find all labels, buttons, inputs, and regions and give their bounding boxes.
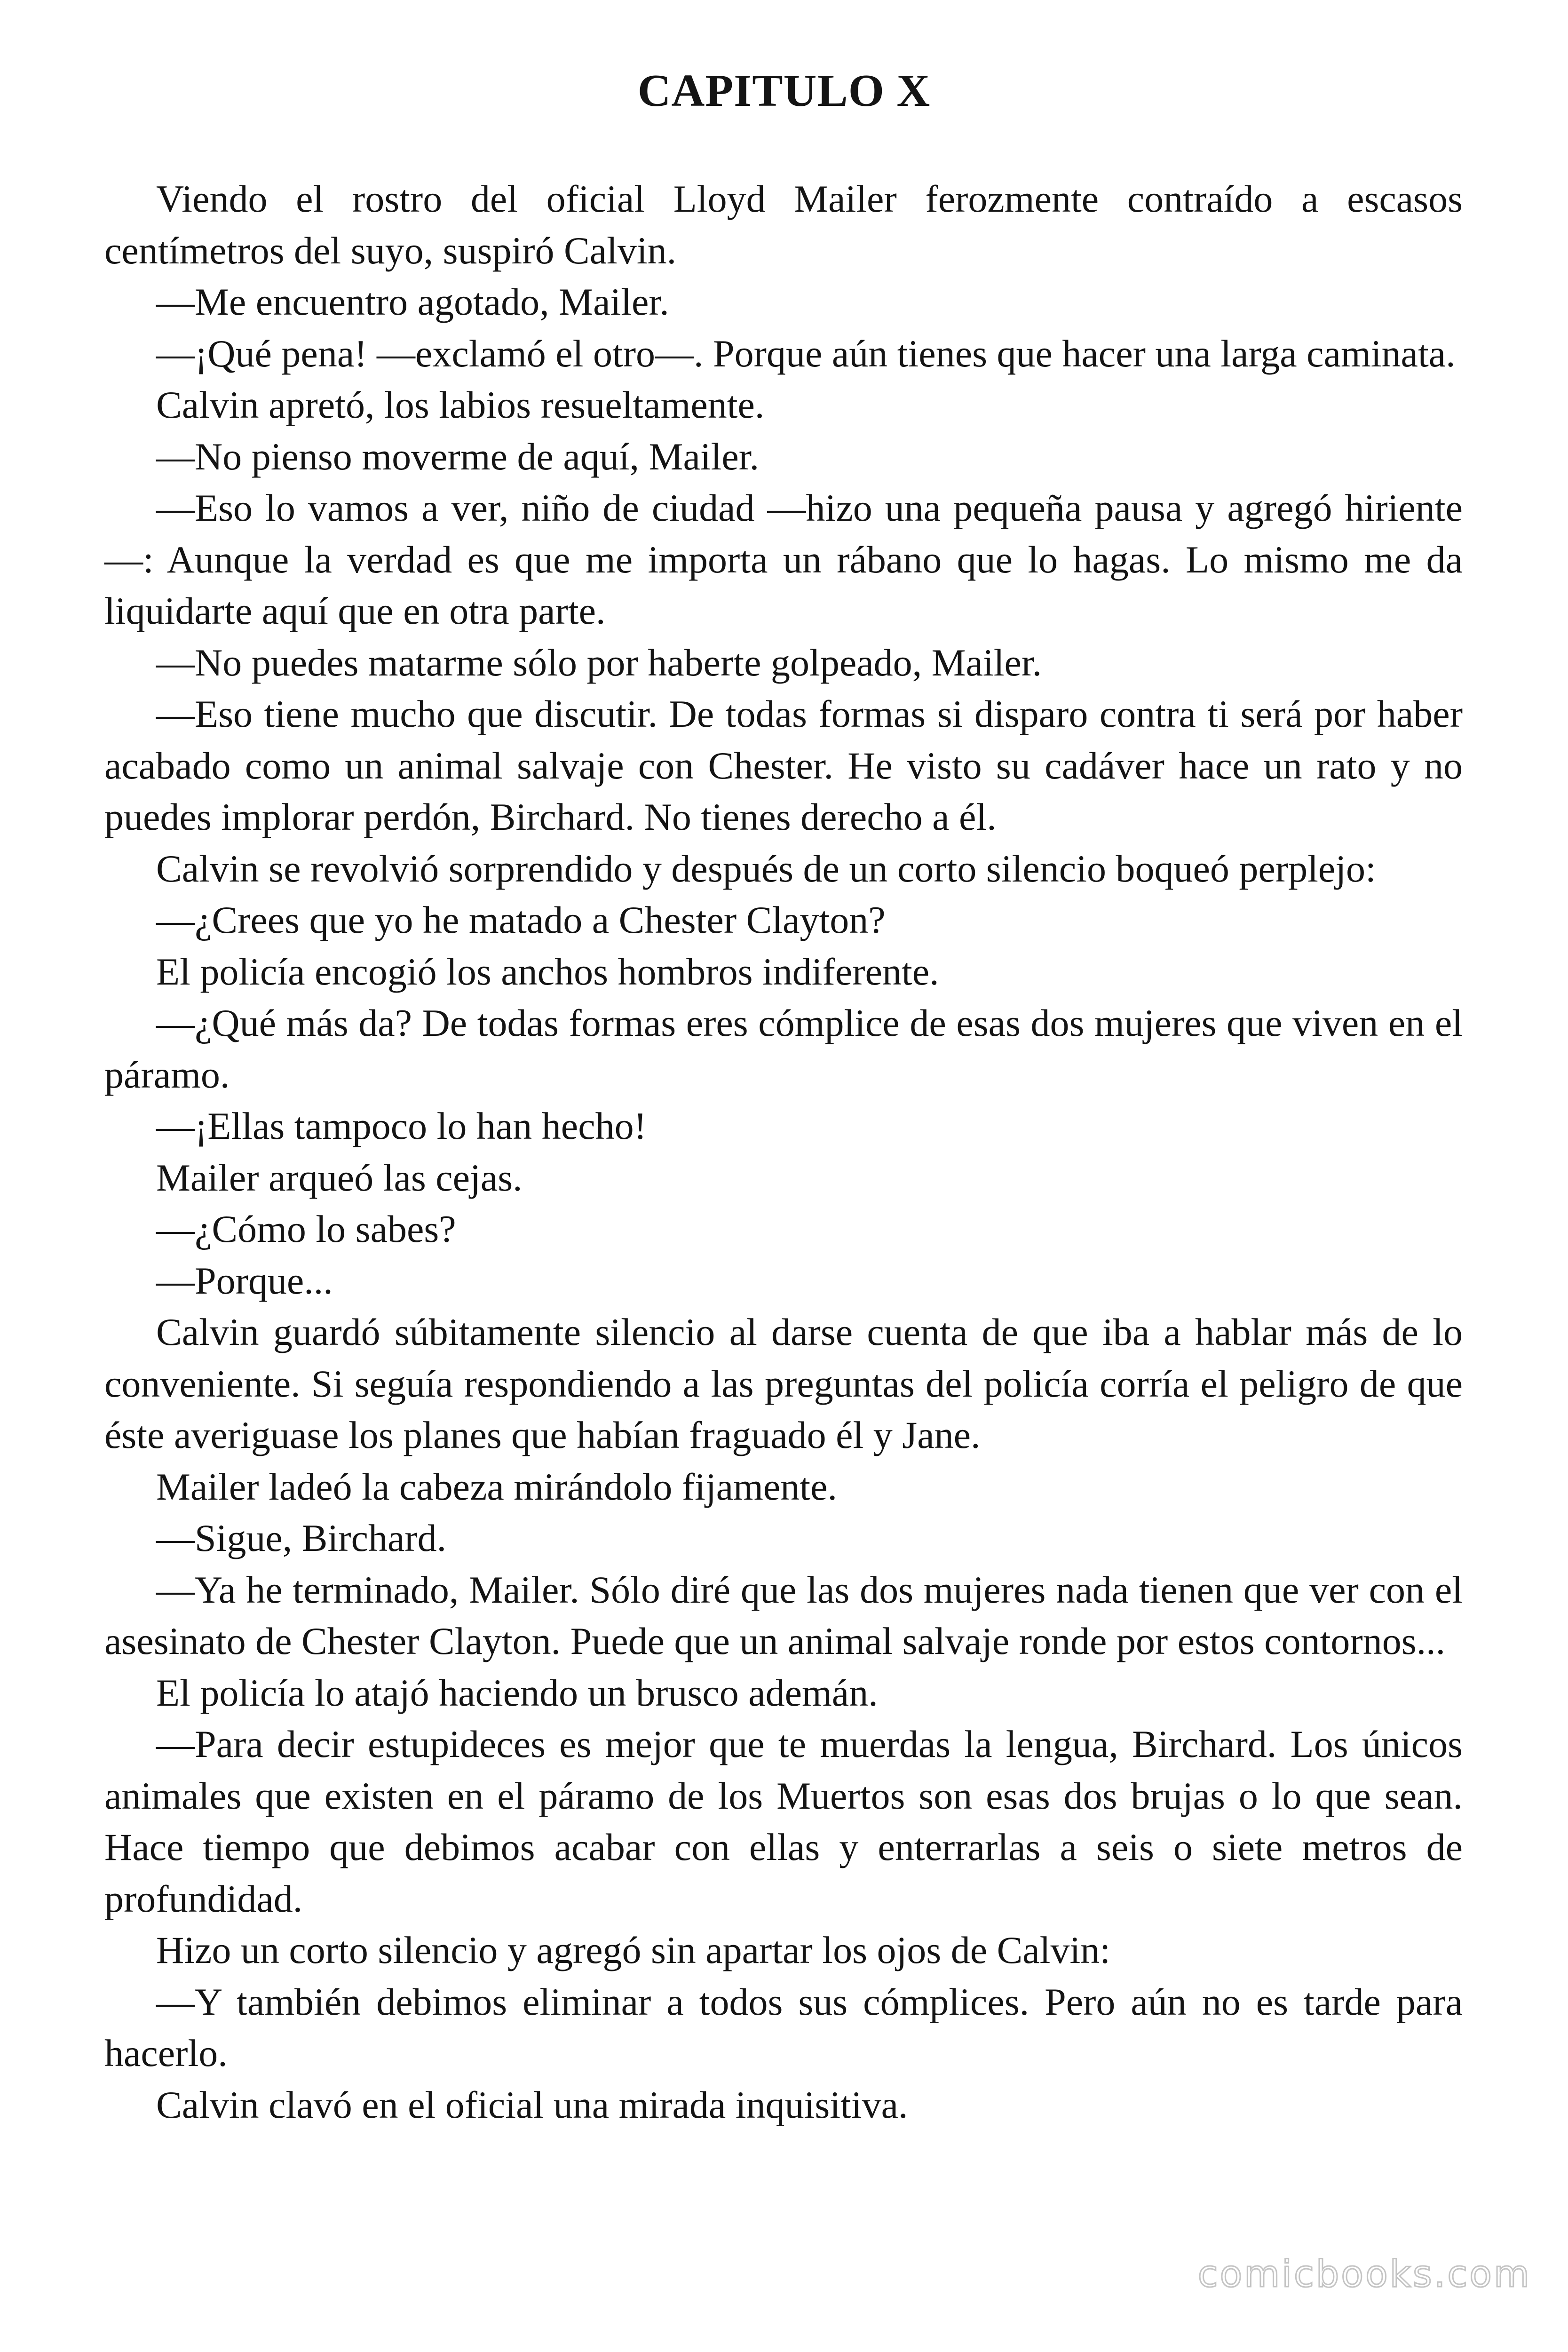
paragraph: —¿Crees que yo he matado a Chester Clayton?: [156, 898, 886, 941]
paragraph: Mailer ladeó la cabeza mirándolo fijamente.: [156, 1465, 837, 1508]
chapter-title: CAPITULO X: [637, 65, 931, 116]
paragraph: —No pienso moverme de aquí, Mailer.: [156, 435, 760, 478]
paragraph: —Sigue, Birchard.: [156, 1517, 447, 1559]
paragraph: Calvin clavó en el oficial una mirada inquisitiva.: [156, 2083, 908, 2126]
paragraph: —Me encuentro agotado, Mailer.: [156, 280, 669, 323]
paragraph: Calvin apretó, los labios resueltamente.: [156, 383, 765, 426]
paragraph: —Y también debimos eliminar a todos sus cómplices. Pero aún no es tarde para hacerlo.: [104, 1980, 1463, 2074]
paragraph: El policía encogió los anchos hombros indiferente.: [156, 950, 939, 993]
paragraph: —Para decir estupideces es mejor que te muerdas la lengua, Birchard. Los únicos animales que existen en el páramo de los Muertos son esas dos brujas o lo que sean. Hace tiempo que debimos acabar con ellas y enterrarlas a seis o siete metros de profundidad.: [104, 1723, 1463, 1920]
paragraph: Calvin se revolvió sorprendido y después de un corto silencio boqueó perplejo:: [156, 847, 1376, 890]
paragraph: El policía lo atajó haciendo un brusco ademán.: [156, 1671, 878, 1714]
watermark-logo: comicbooks.com: [1197, 2253, 1531, 2296]
paragraph: Mailer arqueó las cejas.: [156, 1156, 523, 1199]
paragraph: —Eso tiene mucho que discutir. De todas formas si disparo contra ti será por haber acabado como un animal salvaje con Chester. He visto su cadáver hace un rato y no puedes implorar perdón, Birchard. No tienes derecho a él.: [104, 692, 1463, 838]
paragraph: —¡Qué pena! —exclamó el otro—. Porque aún tienes que hacer una larga caminata.: [156, 332, 1456, 375]
paragraph: —¡Ellas tampoco lo han hecho!: [156, 1104, 647, 1147]
paragraph: Hizo un corto silencio y agregó sin apartar los ojos de Calvin:: [156, 1929, 1111, 1971]
paragraph: —¿Cómo lo sabes?: [156, 1208, 456, 1250]
paragraph: —No puedes matarme sólo por haberte golpeado, Mailer.: [156, 641, 1042, 684]
paragraph: —Porque...: [156, 1259, 333, 1302]
paragraph: —Ya he terminado, Mailer. Sólo diré que las dos mujeres nada tienen que ver con el asesinato de Chester Clayton. Puede que un animal salvaje ronde por estos contornos...: [104, 1568, 1463, 1662]
paragraph: Viendo el rostro del oficial Lloyd Mailer ferozmente contraído a escasos centímetros del suyo, suspiró Calvin.: [104, 177, 1463, 272]
paragraph: Calvin guardó súbitamente silencio al darse cuenta de que iba a hablar más de lo conveniente. Si seguía respondiendo a las preguntas del policía corría el peligro de que éste averiguase los planes que habían fraguado él y Jane.: [104, 1311, 1463, 1456]
paragraph: —Eso lo vamos a ver, niño de ciudad —hizo una pequeña pausa y agregó hiriente—: Aunque la verdad es que me importa un rábano que lo hagas. Lo mismo me da liquidarte aquí que en otra parte.: [104, 486, 1463, 632]
chapter-body: [104, 173, 1463, 2130]
paragraph: —¿Qué más da? De todas formas eres cómplice de esas dos mujeres que viven en el páramo.: [104, 1001, 1463, 1096]
